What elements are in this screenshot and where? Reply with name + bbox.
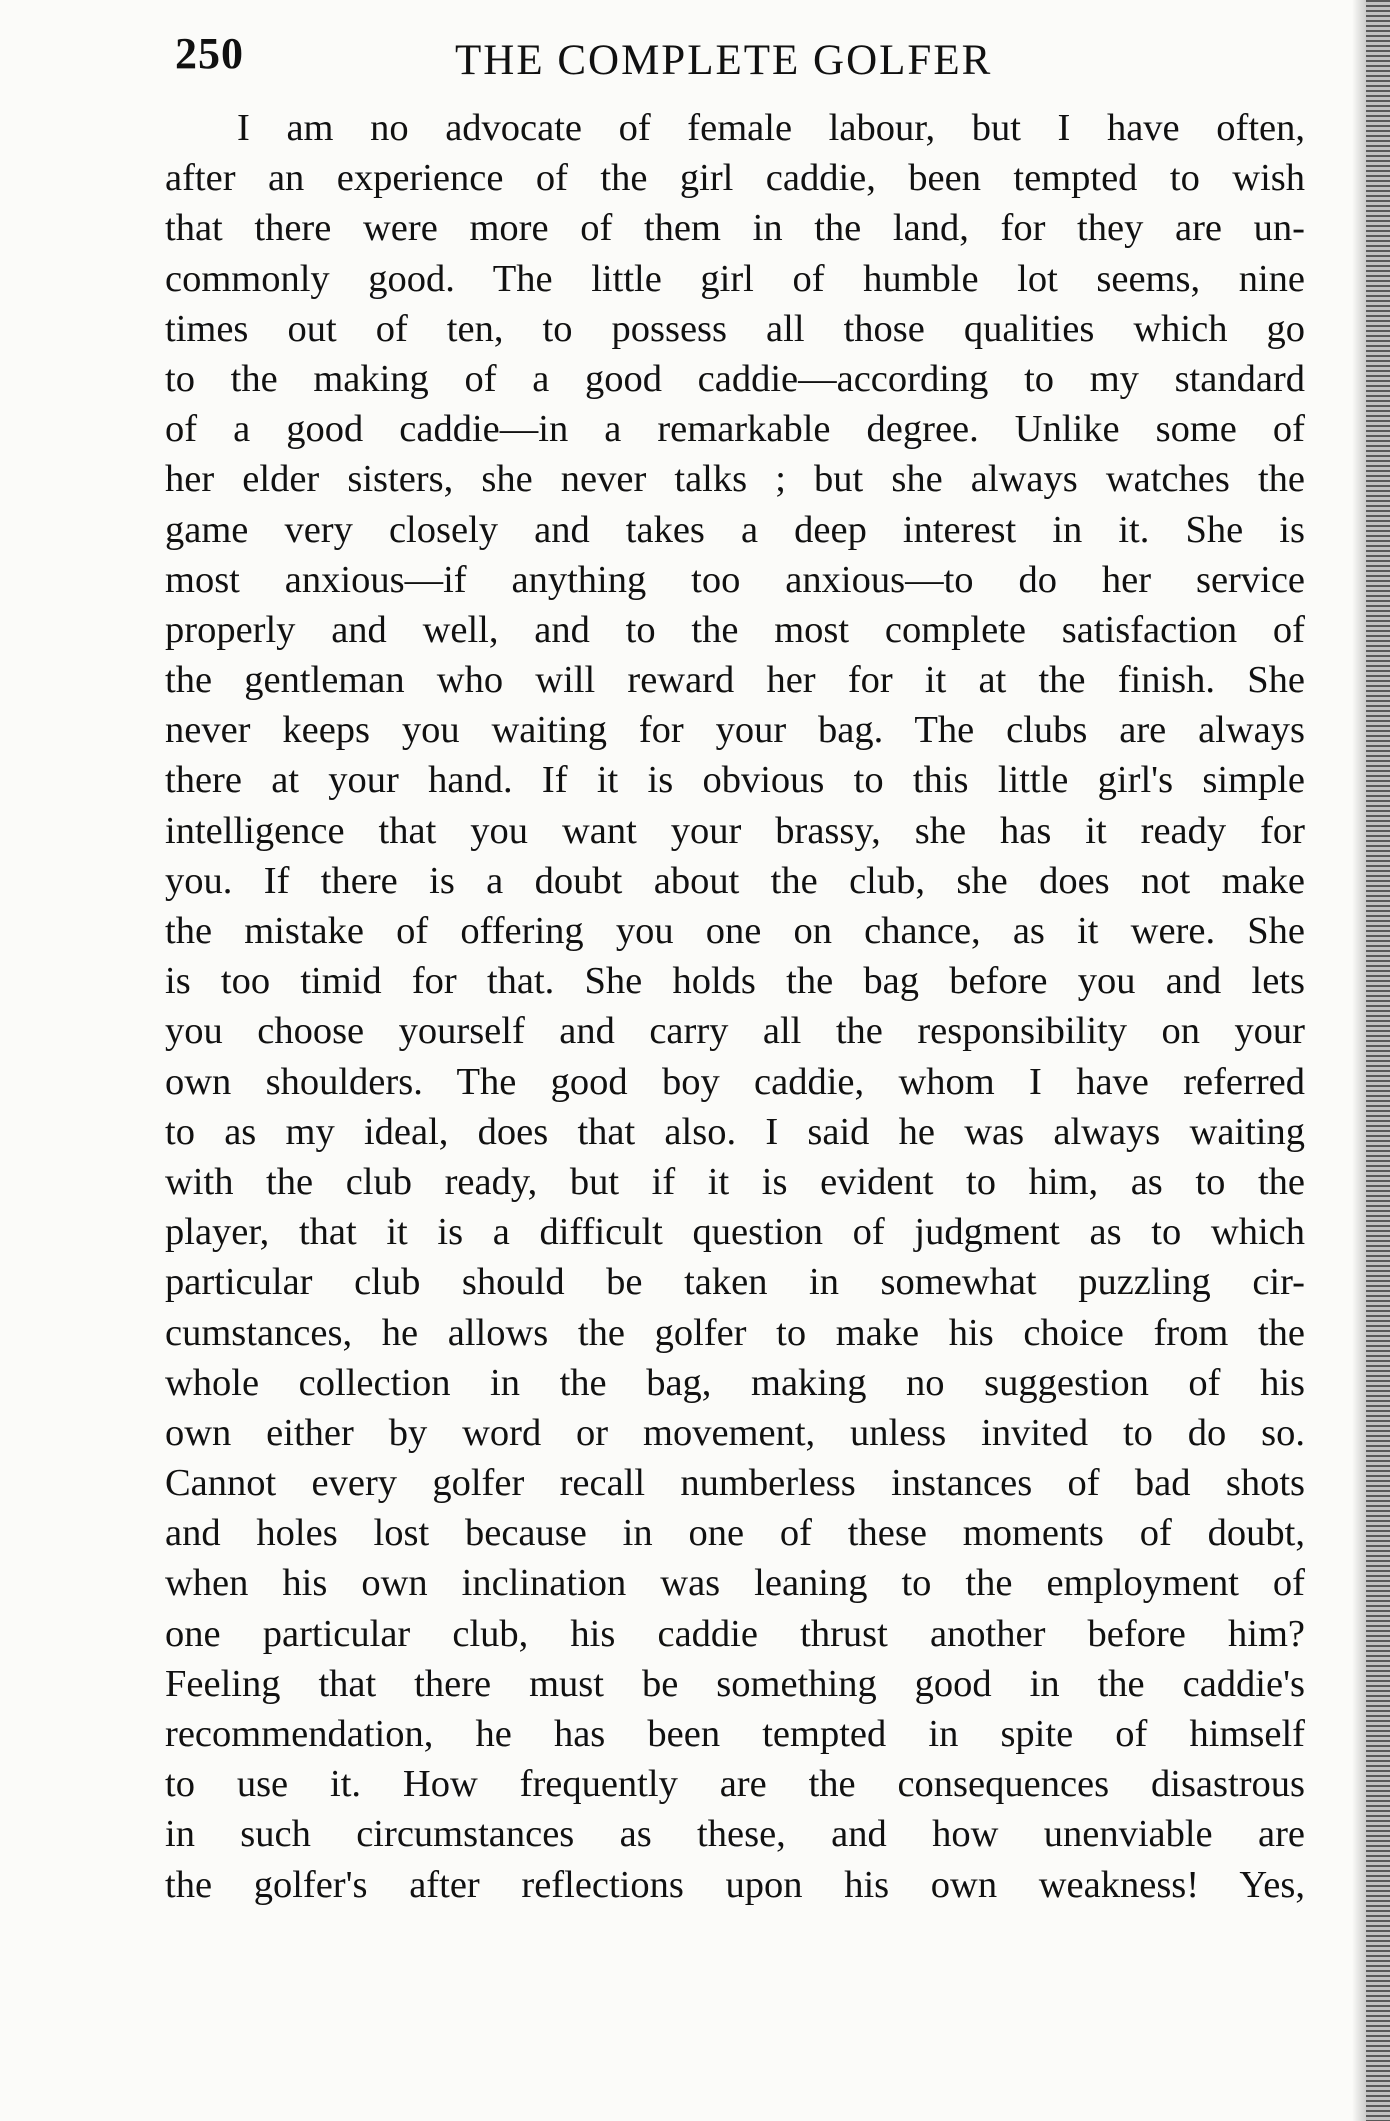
text-line: whole collection in the bag, making no suggestion of his <box>165 1361 1305 1404</box>
text-line: to the making of a good caddie—according to my standard <box>165 357 1305 400</box>
text-line: you choose yourself and carry all the responsibility on your <box>165 1010 1305 1053</box>
text-line: of a good caddie—in a remarkable degree. Unlike some of <box>165 408 1305 451</box>
text-line: there at your hand. If it is obvious to this little girl's simple <box>165 759 1305 802</box>
text-line: one particular club, his caddie thrust another before him? <box>165 1612 1305 1655</box>
text-line: times out of ten, to possess all those qualities which go <box>165 307 1305 350</box>
text-line: Cannot every golfer recall numberless instances of bad shots <box>165 1462 1305 1505</box>
running-head <box>175 28 1315 98</box>
text-line: in such circumstances as these, and how unenviable are <box>165 1813 1305 1856</box>
text-line: player, that it is a difficult question of judgment as to which <box>165 1211 1305 1254</box>
text-line: the gentleman who will reward her for it at the finish. She <box>165 659 1305 702</box>
text-line: properly and well, and to the most complete satisfaction of <box>165 608 1305 651</box>
text-line: I am no advocate of female labour, but I have often, <box>237 107 1305 149</box>
running-title: THE COMPLETE GOLFER <box>455 37 993 84</box>
text-line: after an experience of the girl caddie, been tempted to wish <box>165 157 1305 200</box>
text-line: game very closely and takes a deep interest in it. She is <box>165 508 1305 551</box>
text-line: Feeling that there must be something good in the caddie's <box>165 1662 1305 1705</box>
text-line: the mistake of offering you one on chance, as it were. She <box>165 910 1305 952</box>
text-line: to as my ideal, does that also. I said he was always waiting <box>165 1110 1305 1153</box>
text-line: the golfer's after reflections upon his own weakness! Yes, <box>165 1863 1305 1906</box>
text-line: own shoulders. The good boy caddie, whom I have referred <box>165 1060 1305 1103</box>
body-text <box>165 103 1305 1910</box>
text-line: when his own inclination was leaning to the employment of <box>165 1562 1305 1605</box>
text-line: to use it. How frequently are the consequences disastrous <box>165 1763 1305 1806</box>
text-line: own either by word or movement, unless invited to do so. <box>165 1411 1305 1454</box>
text-line: her elder sisters, she never talks ; but she always watches the <box>165 458 1305 501</box>
text-line: that there were more of them in the land, for they are un- <box>165 207 1305 250</box>
text-line: is too timid for that. She holds the bag before you and lets <box>165 960 1305 1003</box>
text-line: recommendation, he has been tempted in spite of himself <box>165 1713 1305 1755</box>
text-line: intelligence that you want your brassy, she has it ready for <box>165 809 1305 852</box>
text-line: with the club ready, but if it is evident to him, as to the <box>165 1160 1305 1203</box>
text-line: never keeps you waiting for your bag. The clubs are always <box>165 709 1305 752</box>
text-line: cumstances, he allows the golfer to make his choice from the <box>165 1311 1305 1354</box>
text-line: you. If there is a doubt about the club, she does not make <box>165 859 1305 902</box>
page-number: 250 <box>175 29 244 78</box>
text-line: and holes lost because in one of these moments of doubt, <box>165 1512 1305 1555</box>
text-line: particular club should be taken in somewhat puzzling cir- <box>165 1261 1305 1304</box>
text-line: most anxious—if anything too anxious—to do her service <box>165 558 1305 601</box>
page-edge-shadow <box>1352 0 1366 2121</box>
text-line: commonly good. The little girl of humble lot seems, nine <box>165 257 1305 300</box>
page-edge <box>1366 0 1390 2121</box>
